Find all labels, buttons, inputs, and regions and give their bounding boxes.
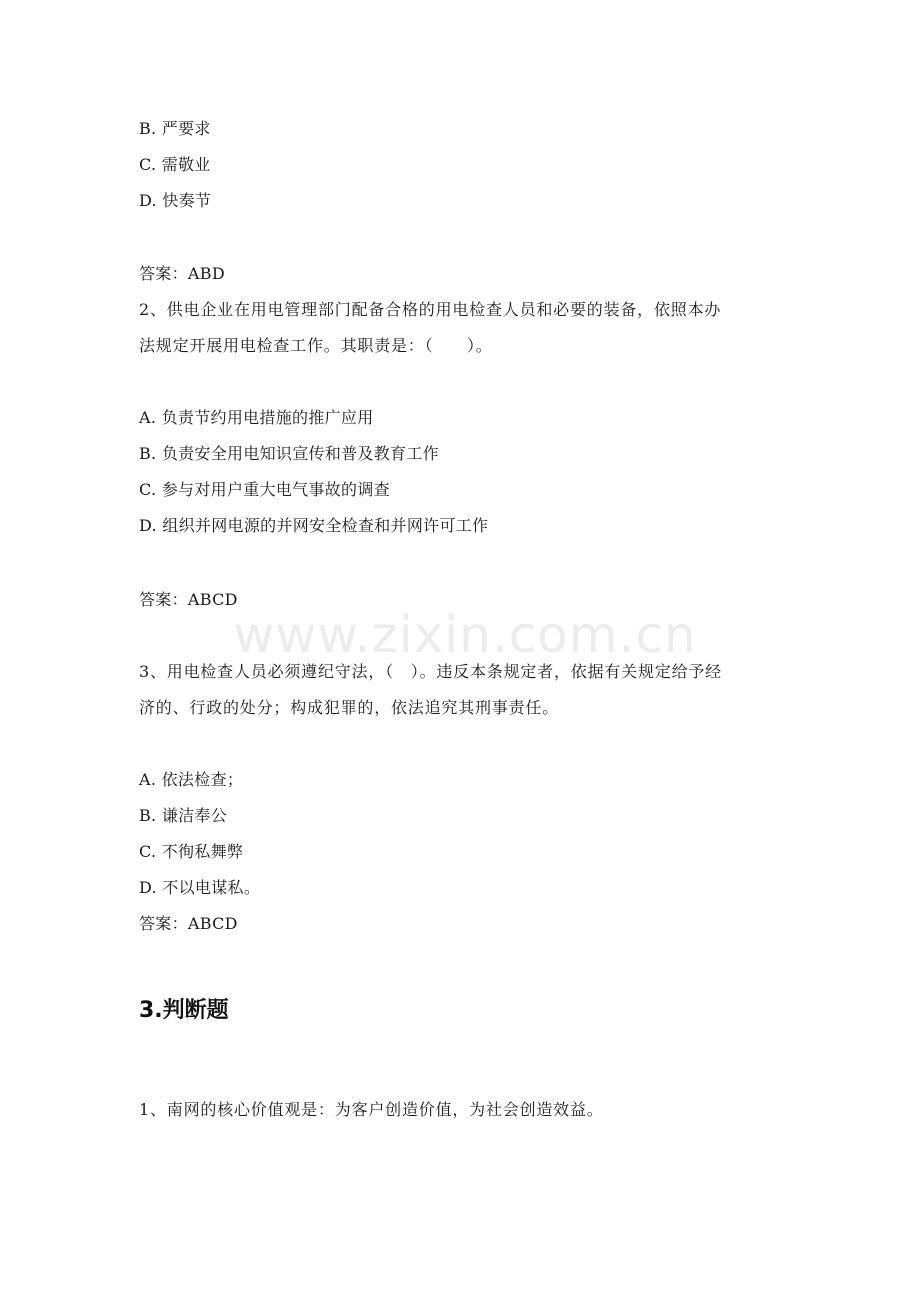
q3-answer: 答案：ABCD bbox=[139, 914, 238, 933]
q3-option-c: C. 不徇私舞弊 bbox=[139, 842, 244, 861]
q2-option-b: B. 负责安全用电知识宣传和普及教育工作 bbox=[139, 444, 439, 463]
q1-answer: 答案：ABD bbox=[139, 264, 225, 283]
section-heading: 3.判断题 bbox=[139, 998, 229, 1023]
q2-answer: 答案：ABCD bbox=[139, 590, 238, 609]
q1-option-d: D. 快奏节 bbox=[139, 191, 212, 210]
q3-option-a: A. 依法检查； bbox=[139, 770, 244, 789]
q2-question-line-1: 2、供电企业在用电管理部门配备合格的用电检查人员和必要的装备，依照本办 bbox=[139, 300, 722, 319]
q3-option-d: D. 不以电谋私。 bbox=[139, 878, 261, 897]
q1-option-c: C. 需敬业 bbox=[139, 155, 211, 174]
q3-option-b: B. 谦洁奉公 bbox=[139, 806, 228, 825]
watermark: www.zixin.com.cn bbox=[233, 606, 697, 664]
judgment-question-1: 1、南网的核心价值观是：为客户创造价值，为社会创造效益。 bbox=[139, 1100, 604, 1119]
q3-question-line-2: 济的、行政的处分；构成犯罪的，依法追究其刑事责任。 bbox=[139, 698, 560, 717]
q2-option-d: D. 组织并网电源的并网安全检查和并网许可工作 bbox=[139, 516, 489, 535]
q3-question-line-1: 3、用电检查人员必须遵纪守法，（ ）。违反本条规定者，依据有关规定给予经 bbox=[139, 662, 722, 681]
q2-question-line-2: 法规定开展用电检查工作。其职责是：（ ）。 bbox=[139, 336, 493, 355]
q2-option-c: C. 参与对用户重大电气事故的调查 bbox=[139, 480, 390, 499]
q1-option-b: B. 严要求 bbox=[139, 119, 211, 138]
q2-option-a: A. 负责节约用电措施的推广应用 bbox=[139, 408, 374, 427]
